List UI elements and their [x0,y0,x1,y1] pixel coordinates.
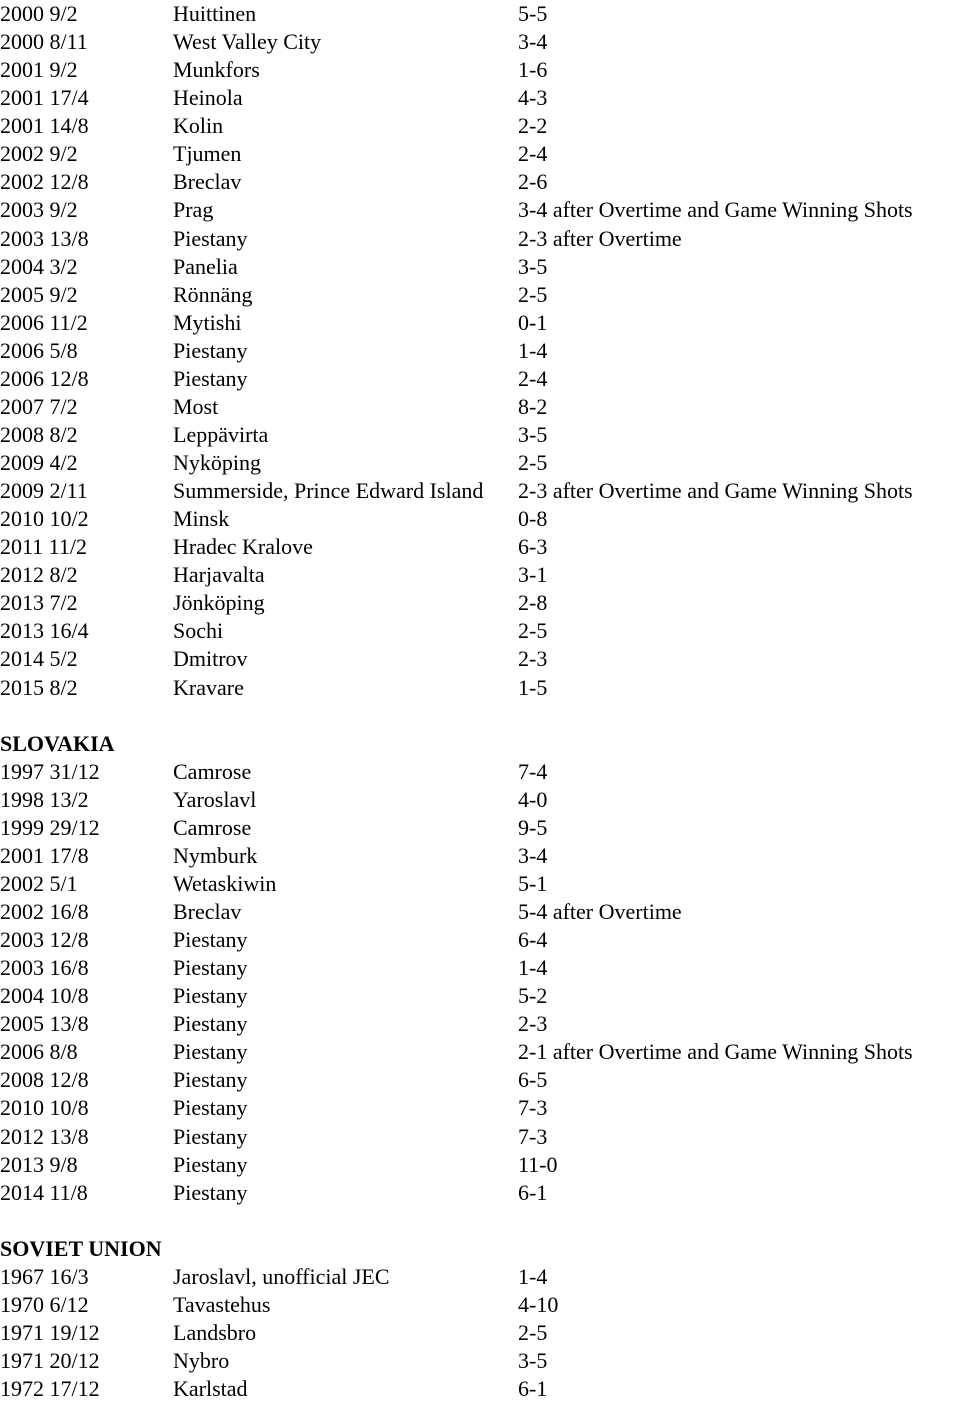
result-score: 2-8 [518,590,548,616]
result-row [0,758,960,786]
result-date: 1971 19/12 [0,1319,100,1345]
result-score: 7-3 [518,1095,548,1121]
result-score: 4-0 [518,786,548,812]
result-date: 2001 14/8 [0,113,89,139]
result-place: Leppävirta [173,421,269,447]
result-score: 2-5 [518,1319,548,1345]
result-score: 6-1 [518,1179,548,1205]
result-row [0,168,960,196]
result-row [0,140,960,168]
section-heading: SOVIET UNION [0,1235,162,1261]
result-score: 2-3 [518,646,548,672]
result-row [0,337,960,365]
result-date: 2015 8/2 [0,674,78,700]
result-place: Karlstad [173,1376,248,1402]
result-date: 2006 11/2 [0,309,88,335]
result-row [0,1038,960,1066]
result-row [0,1263,960,1291]
result-date: 2004 3/2 [0,253,78,279]
result-score: 2-3 after Overtime and Game Winning Shots [518,478,913,504]
result-date: 2014 11/8 [0,1179,88,1205]
result-date: 2008 8/2 [0,421,78,447]
result-place: Summerside, Prince Edward Island [173,478,484,504]
result-row [0,814,960,842]
result-place: Tjumen [173,141,242,167]
result-date: 2007 7/2 [0,393,78,419]
result-place: Piestany [173,365,248,391]
result-place: Kolin [173,113,224,139]
result-row [0,870,960,898]
result-date: 2002 9/2 [0,141,78,167]
result-place: Piestany [173,1095,248,1121]
result-row [0,449,960,477]
result-row [0,56,960,84]
result-score: 3-4 [518,842,548,868]
result-row [0,281,960,309]
result-date: 2003 13/8 [0,225,89,251]
result-place: Hradec Kralove [173,534,313,560]
result-row [0,225,960,253]
result-date: 2005 13/8 [0,1011,89,1037]
result-date: 2002 12/8 [0,169,89,195]
result-place: Heinola [173,85,243,111]
result-row [0,1151,960,1179]
result-place: Piestany [173,955,248,981]
result-place: Piestany [173,1011,248,1037]
result-date: 2013 7/2 [0,590,78,616]
result-date: 2010 10/2 [0,506,89,532]
result-date: 2000 8/11 [0,29,88,55]
result-score: 2-4 [518,141,548,167]
result-date: 1999 29/12 [0,814,100,840]
result-row [0,842,960,870]
result-place: Piestany [173,1123,248,1149]
result-row [0,1319,960,1347]
result-row [0,505,960,533]
result-date: 2003 16/8 [0,955,89,981]
result-score: 6-1 [518,1376,548,1402]
result-score: 1-5 [518,674,548,700]
result-row [0,786,960,814]
result-date: 2001 17/8 [0,842,89,868]
result-date: 2011 11/2 [0,534,87,560]
result-date: 2006 8/8 [0,1039,78,1065]
result-date: 2012 8/2 [0,562,78,588]
result-score: 7-3 [518,1123,548,1149]
result-date: 2008 12/8 [0,1067,89,1093]
result-date: 2013 9/8 [0,1151,78,1177]
result-place: Harjavalta [173,562,265,588]
result-date: 2005 9/2 [0,281,78,307]
result-row [0,1179,960,1207]
result-score: 2-4 [518,365,548,391]
result-place: Munkfors [173,57,260,83]
result-place: Jaroslavl, unofficial JEC [173,1263,390,1289]
result-place: Breclav [173,899,242,924]
result-date: 1998 13/2 [0,786,89,812]
result-date: 1971 20/12 [0,1348,100,1373]
result-date: 1997 31/12 [0,758,100,784]
result-place: Huittinen [173,1,257,26]
result-place: Camrose [173,758,252,784]
result-date: 1967 16/3 [0,1263,89,1289]
result-row [0,674,960,702]
result-place: Nybro [173,1348,230,1373]
result-place: Nyköping [173,450,261,475]
result-score: 5-5 [518,1,548,26]
result-date: 2006 5/8 [0,337,78,363]
result-place: Prag [173,197,214,223]
section-spacer [0,702,960,730]
result-score: 3-5 [518,421,548,447]
result-score: 2-3 [518,1011,548,1037]
result-row [0,898,960,926]
result-score: 4-10 [518,1291,559,1317]
result-place: Panelia [173,253,238,279]
result-date: 2003 12/8 [0,927,89,953]
result-date: 2014 5/2 [0,646,78,672]
result-score: 0-8 [518,506,548,532]
result-score: 1-4 [518,1263,548,1289]
result-score: 3-5 [518,253,548,279]
result-row [0,617,960,645]
section-spacer [0,1207,960,1235]
result-row [0,561,960,589]
result-place: Breclav [173,169,242,195]
result-score: 9-5 [518,814,548,840]
result-score: 5-1 [518,870,548,896]
result-place: Yaroslavl [173,786,257,812]
result-place: Minsk [173,506,230,532]
result-date: 2009 4/2 [0,450,78,475]
result-place: Mytishi [173,309,242,335]
result-date: 2010 10/8 [0,1095,89,1121]
result-date: 2002 5/1 [0,870,78,896]
result-place: Jönköping [173,590,265,616]
result-score: 3-4 after Overtime and Game Winning Shots [518,197,913,223]
result-place: Wetaskiwin [173,870,277,896]
result-place: Nymburk [173,842,258,868]
result-score: 2-6 [518,169,548,195]
result-row [0,112,960,140]
result-place: Sochi [173,618,224,644]
result-row [0,196,960,224]
result-row [0,589,960,617]
result-score: 4-3 [518,85,548,111]
result-place: Piestany [173,1039,248,1065]
result-row [0,1094,960,1122]
result-date: 2003 9/2 [0,197,78,223]
result-score: 2-5 [518,450,548,475]
result-score: 2-3 after Overtime [518,225,682,251]
result-row [0,1347,960,1375]
result-date: 1972 17/12 [0,1376,100,1402]
result-row [0,954,960,982]
result-score: 2-2 [518,113,548,139]
result-place: Camrose [173,814,252,840]
result-place: Piestany [173,1067,248,1093]
result-row [0,253,960,281]
result-row [0,477,960,505]
result-score: 6-4 [518,927,548,953]
result-score: 1-4 [518,955,548,981]
result-date: 2000 9/2 [0,1,78,26]
result-score: 6-5 [518,1067,548,1093]
result-date: 2004 10/8 [0,983,89,1009]
result-score: 0-1 [518,309,548,335]
result-row [0,1291,960,1319]
result-row [0,421,960,449]
result-place: Piestany [173,1179,248,1205]
result-place: West Valley City [173,29,322,55]
result-row [0,926,960,954]
result-date: 2009 2/11 [0,478,88,504]
result-score: 2-1 after Overtime and Game Winning Shots [518,1039,913,1065]
result-place: Rönnäng [173,281,253,307]
result-row [0,1123,960,1151]
result-score: 5-4 after Overtime [518,899,682,924]
result-place: Piestany [173,1151,248,1177]
result-row [0,309,960,337]
result-place: Tavastehus [173,1291,271,1317]
result-row [0,533,960,561]
result-date: 2012 13/8 [0,1123,89,1149]
result-date: 2001 17/4 [0,85,89,111]
result-date: 1970 6/12 [0,1291,89,1317]
result-row [0,84,960,112]
result-place: Piestany [173,225,248,251]
result-date: 2001 9/2 [0,57,78,83]
result-row [0,1375,960,1403]
result-row [0,1010,960,1038]
result-place: Piestany [173,983,248,1009]
result-place: Landsbro [173,1319,257,1345]
result-date: 2013 16/4 [0,618,89,644]
section-heading: SLOVAKIA [0,730,115,756]
result-row [0,982,960,1010]
result-score: 1-6 [518,57,548,83]
result-score: 2-5 [518,281,548,307]
result-row [0,1066,960,1094]
result-score: 3-1 [518,562,548,588]
result-row [0,645,960,673]
result-score: 5-2 [518,983,548,1009]
result-score: 11-0 [518,1151,558,1177]
result-score: 8-2 [518,393,548,419]
result-place: Piestany [173,927,248,953]
result-place: Piestany [173,337,248,363]
result-score: 3-5 [518,1348,548,1373]
result-score: 3-4 [518,29,548,55]
result-score: 1-4 [518,337,548,363]
result-score: 2-5 [518,618,548,644]
result-date: 2002 16/8 [0,899,89,924]
result-row [0,28,960,56]
result-row [0,365,960,393]
result-date: 2006 12/8 [0,365,89,391]
result-score: 6-3 [518,534,548,560]
result-place: Dmitrov [173,646,248,672]
result-row [0,393,960,421]
result-place: Most [173,393,219,419]
result-place: Kravare [173,674,244,700]
result-score: 7-4 [518,758,548,784]
result-row [0,0,960,28]
